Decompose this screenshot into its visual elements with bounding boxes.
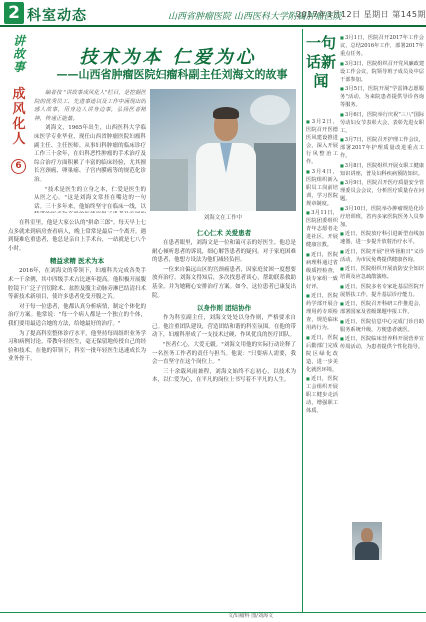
news-briefs-title-text: 一句话新闻 [306, 34, 337, 90]
story-paragraph: 为了提高科室整体诊疗水平，他坚持每周组织业务学习和病例讨论，带教年轻医生，毫无保留地传授自己的经验和技术。在他的带领下，科室一批年轻医生迅速成长为业务骨干。 [8, 330, 146, 363]
story-headline: 技术为本 仁爱为心 [79, 47, 257, 68]
news-item: ■ 3月7日，医院召开护理工作会议，部署2017年护理质量改进重点工作。 [340, 136, 424, 160]
story-paragraph: "医者仁心，大爱无疆。"刘海文用他的实际行动诠释了一名医务工作者的责任与担当。他说："只要病人需要，我会一直坚守在这个岗位上。" [152, 341, 296, 366]
story-subheading: 仁心仁术 关爱患者 [196, 229, 252, 237]
column-number-badge: 6 [11, 159, 26, 174]
news-item: ■ 3月5日，医院开展"学雷锋志愿服务"活动，为来院患者提供导诊咨询等服务。 [340, 85, 424, 109]
newspaper-logo: 山西省肿瘤医院 山西医科大学附属肿瘤医院 [168, 12, 342, 22]
story-paragraph: 三十余载风雨兼程，刘海文始终不忘初心，以技术为本，以仁爱为心，在平凡的岗位上书写着不平凡的人生。 [152, 368, 296, 384]
column-divider [302, 29, 303, 612]
column-tag-top: 讲故事 [12, 34, 25, 74]
column-tag-main: 成风化人 [12, 87, 26, 147]
news-item: ■ 近日，医院工会组织开展职工健步走活动，增强职工体质。 [306, 375, 338, 415]
section-title: 科室动态 [27, 8, 87, 24]
story-paragraph: 在患者眼里，刘海文是一位和蔼可亲的好医生。他总是耐心倾听患者的诉说，细心解答患者的疑问。对于家庭困难的患者，他想方设法为他们减轻负担。 [152, 240, 296, 264]
news-portrait-photo [352, 522, 382, 560]
news-briefs-title [306, 34, 336, 91]
news-item: ■ 3月9日，医院召开医疗质量安全管理委员会会议，分析医疗质量存在问题。 [340, 179, 424, 203]
news-item: ■ 3月10日，医院举办肿瘤规范化诊疗培训班，省内多家医院医务人员参加。 [340, 205, 424, 229]
news-item: ■ 近日，医院放疗科引进新型直线加速器，进一步提升放射治疗水平。 [340, 230, 424, 246]
news-item: ■ 近日，医院后勤部门完成院区绿化改造，进一步美化就医环境。 [306, 334, 338, 374]
story-column-2 [152, 225, 296, 607]
story-subheading: 精益求精 医术为本 [49, 257, 105, 266]
story-subheading: 以身作则 团结协作 [196, 304, 252, 313]
story-column-1 [8, 219, 146, 607]
issue-date: 2017年3月12日 星期日 第145期 [296, 10, 426, 19]
news-item: ■ 近日，医院病理科通过省级质控检查，获专家组一致好评。 [306, 251, 338, 291]
news-item: ■ 近日，医院开展"世界肾脏日"义诊活动，为市民免费提供健康咨询。 [340, 248, 424, 264]
story-credit: 文/妇瘤科 图/刘海文 [228, 613, 273, 619]
photo-caption: 刘海文在工作中 [203, 215, 243, 221]
story-paragraph: 2016年，在刘海文的带领下，妇瘤科共完成各类手术一千余例，其中四级手术占比逐年提高。他积极开展腹腔镜下广泛子宫切除术、盆腔及腹主动脉旁淋巴结清扫术等新技术新项目，使许多患者免受开腹之苦。 [8, 268, 146, 301]
footer-rule [0, 612, 426, 613]
news-item: ■ 近日，医院组织开展消防安全知识培训及应急疏散演练。 [340, 265, 424, 281]
header-rule [0, 25, 426, 27]
news-item: ■ 3月8日，医院组织开展女职工健康知识讲座，普及妇科疾病预防知识。 [340, 162, 424, 178]
news-item: ■ 3月11日，医院团委组织青年志愿者走进社区，开展健康宣教。 [306, 209, 338, 249]
story-paragraph: 在科室里，他是大家公认的"拼命三郎"。每天早上七点多就来到病房查看病人，晚上常常是最后一个离开。遇到疑难危重患者，他总是亲自上手术台，一站就是七八个小时。 [8, 220, 146, 252]
news-item: ■ 近日，医院临床营养科开展营养宣传周活动，为患者提供个性化指导。 [340, 335, 424, 351]
story-paragraph: 作为科室副主任，刘海文处处以身作则，严格要求自己。他注重团队建设，营造团结和谐的科室氛围。在他的带动下，妇瘤科形成了一支技术过硬、作风优良的医疗团队。 [152, 315, 296, 339]
doctor-photo [150, 89, 296, 211]
news-item: ■ 近日，医院多名专家赴基层医院开展帮扶工作，提升基层诊疗能力。 [340, 283, 424, 299]
story-paragraph: 刘海文，1965年出生，山西医科大学临床医学专业毕业，现任山西省肿瘤医院妇瘤科副主任、主任医师。从事妇科肿瘤的临床诊疗工作三十余年，在妇科恶性肿瘤的手术治疗及综合治疗方面积累了丰富的临床经验，尤其擅长宫颈癌、卵巢癌、子宫内膜癌等的规范化诊治。 [34, 125, 146, 183]
story-subhead: ——山西省肿瘤医院妇瘤科副主任刘海文的故事 [56, 68, 288, 81]
news-item: ■ 3月4日，医院组织新入职员工岗前培训，学习医院规章制度。 [306, 168, 338, 208]
page-header [0, 0, 426, 27]
story-paragraph: "技术是医生的立身之本，仁爱是医生的从医之心。"这是刘海文常挂在嘴边的一句话。三十多年来，他始终坚守在临床一线，以 [34, 186, 146, 210]
story-paragraph: 一位来自偏远山区的宫颈癌患者，因家庭贫困一度想要放弃治疗。刘海文得知后，多次找患者谈心，帮助联系救助基金，并为她精心安排治疗方案。如今，这位患者已康复出院。 [152, 266, 296, 299]
news-briefs-left [306, 118, 338, 608]
news-item: ■ 近日，医院信息中心完成门诊自助服务系统升级，方便患者就医。 [340, 318, 424, 334]
page-number: 2 [4, 2, 24, 24]
news-item: ■ 3月6日，医院举行庆祝"三八"国际劳动妇女节表彰大会，表彰先进女职工。 [340, 111, 424, 135]
news-item: ■ 近日，医院召开科研工作推进会，部署国家及省级课题申报工作。 [340, 300, 424, 316]
editor-note: 编者按 "讲故事成风化人"栏目，是挖掘医院的优秀员工、先进事迹以及工作中涌现出的感人故事，用身边人讲身边事，弘扬医者精神，传递正能量。 [34, 90, 146, 122]
news-item: ■ 近日，医院药学部开展合理用药专项检查，规范临床用药行为。 [306, 292, 338, 332]
news-item: ■ 3月3日，医院组织召开党风廉政建设工作会议，院领导班子成员及中层干部参加。 [340, 60, 424, 84]
story-column-1a [34, 89, 146, 213]
news-item: ■ 3月2日，医院召开医德医风建设推进会，深入开展行风整治工作。 [306, 118, 338, 166]
feature-story [0, 29, 300, 607]
news-item: ■ 3月1日，医院召开2017年工作会议，总结2016年工作，部署2017年重点任务。 [340, 34, 424, 58]
story-paragraph: 对于每一位患者，他都认真分析病情，制定个体化的治疗方案。他常说："每一个病人都是一个独立的个体，我们要用最适合她的方法，给她最好的治疗。" [8, 303, 146, 327]
